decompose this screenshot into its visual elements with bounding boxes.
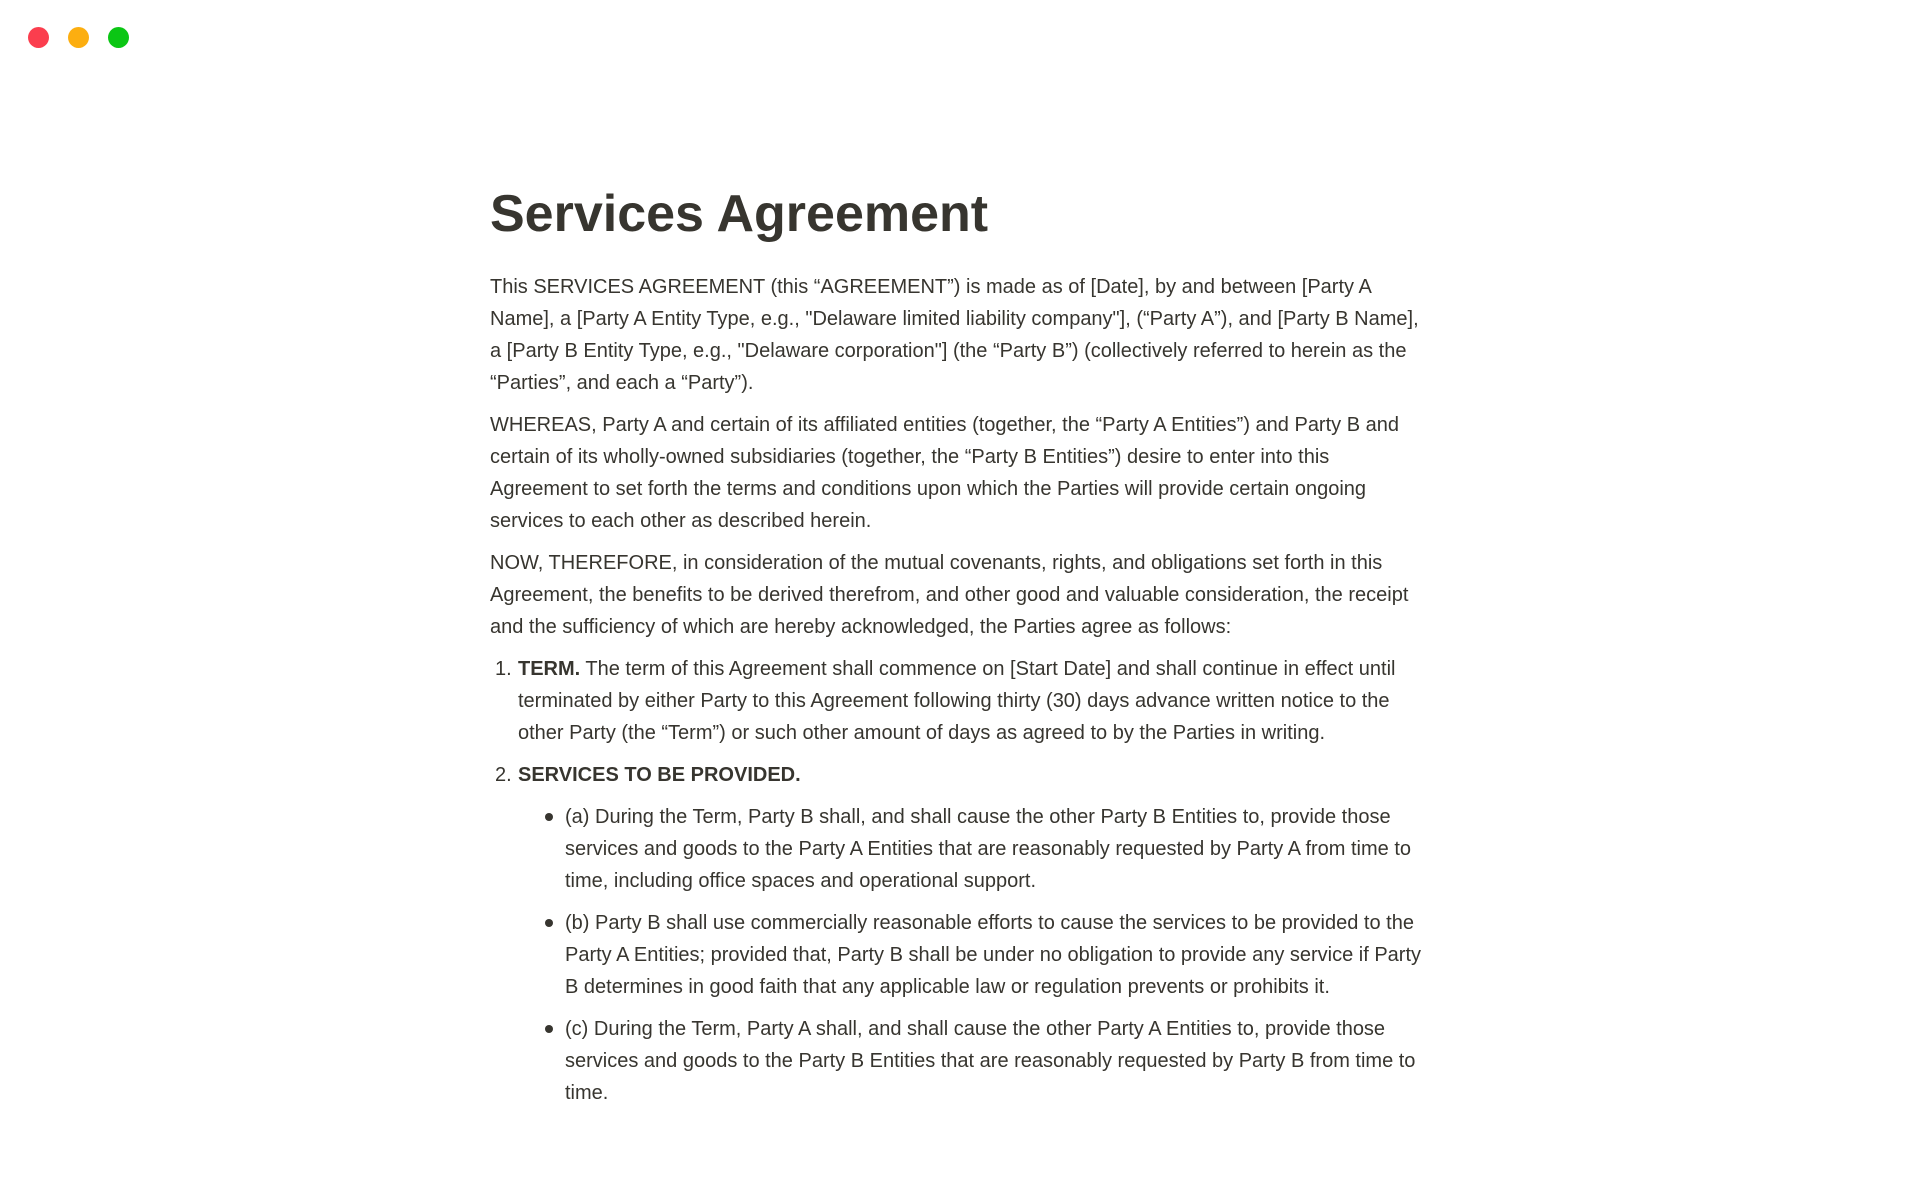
bullet-b-text: (b) Party B shall use commercially reasonable efforts to cause the services to be provided to the Party A Entities; provided that, Party B shall be under no obligation to provide any service if Party B determines in good faith that any applicable law or regulation prevents or prohibits it. (565, 912, 1422, 999)
numbered-list (490, 653, 1430, 1109)
bullet-icon (545, 1025, 553, 1033)
bullet-item-a[interactable] (518, 801, 1430, 897)
window-controls (28, 27, 129, 48)
list-item-term[interactable] (490, 653, 1430, 749)
bullet-icon (545, 813, 553, 821)
page-title[interactable]: Services Agreement (490, 185, 989, 243)
window-titlebar (0, 0, 1920, 64)
zoom-window-button[interactable] (108, 27, 129, 48)
term-heading: TERM. (518, 658, 581, 681)
services-heading: SERVICES TO BE PROVIDED. (518, 764, 801, 787)
term-body-text: The term of this Agreement shall commence on [Start Date] and shall continue in effect until terminated by either Party to this Agreement following thirty (30) days advance written notice to the other Party (the “Term”) or such other amount of days as agreed to by the Parties in writing. (518, 658, 1396, 745)
list-number: 2. (495, 764, 512, 787)
list-item-text (518, 658, 1395, 744)
services-bullet-list (518, 801, 1430, 1109)
close-window-button[interactable] (28, 27, 49, 48)
bullet-c-text: (c) During the Term, Party A shall, and shall cause the other Party A Entities to, provide those services and goods to the Party B Entities that are reasonably requested by Party B from time to time. (565, 1018, 1416, 1105)
bullet-icon (545, 919, 553, 927)
paragraph-preamble[interactable]: This SERVICES AGREEMENT (this “AGREEMENT”) is made as of [Date], by and between [Party A Name], a [Party A Entity Type, e.g., "Delaware limited liability company"], (“Party A”), and [Party B Name], a [Party B Entity Type, e.g., "Delaware corporation"] (the “Party B”) (collectively referred to herein as the “Parties”, and each a “Party”). (490, 276, 1419, 395)
minimize-window-button[interactable] (68, 27, 89, 48)
paragraph-whereas[interactable]: WHEREAS, Party A and certain of its affiliated entities (together, the “Party A Entities”) and Party B and certain of its wholly-owned subsidiaries (together, the “Party B Entities”) desire to enter into this Agreement to set forth the terms and conditions upon which the Parties will provide certain ongoing services to each other as described herein. (490, 414, 1399, 533)
bullet-a-text: (a) During the Term, Party B shall, and shall cause the other Party B Entities to, provide those services and goods to the Party A Entities that are reasonably requested by Party A from time to time, including office spaces and operational support. (565, 806, 1412, 893)
bullet-item-c[interactable] (518, 1013, 1430, 1109)
list-number: 1. (495, 658, 512, 681)
bullet-item-b[interactable] (518, 907, 1430, 1003)
paragraph-now-therefore[interactable]: NOW, THEREFORE, in consideration of the mutual covenants, rights, and obligations set forth in this Agreement, the benefits to be derived therefrom, and other good and valuable consideration, the receipt and the sufficiency of which are hereby acknowledged, the Parties agree as follows: (490, 552, 1409, 639)
list-item-services[interactable] (490, 759, 1430, 1109)
document-page (490, 0, 1430, 1109)
